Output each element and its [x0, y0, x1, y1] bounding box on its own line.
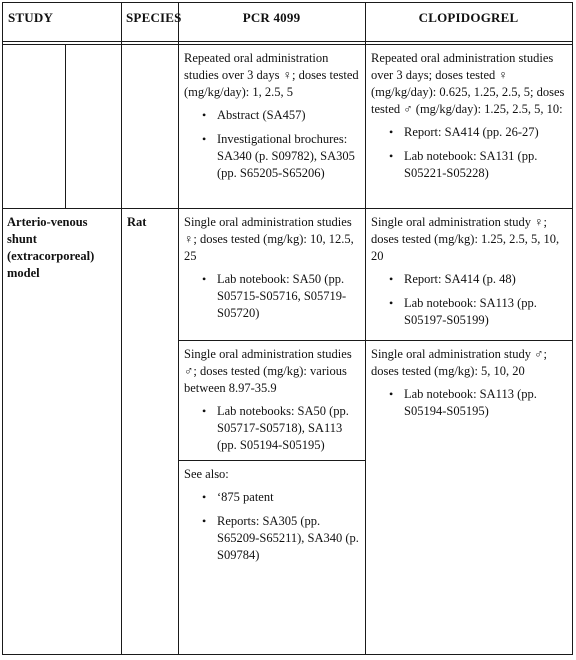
- row2a-clop-text: Single oral administration study ♀; doses tested (mg/kg): 1.25, 2.5, 5, 10, 20: [371, 215, 560, 263]
- rule-header-bottom-2: [2, 44, 573, 45]
- cell-row2-study: Arterio-venous shunt (extracorporeal) model: [7, 215, 95, 280]
- row1-pcr-text: Repeated oral administration studies over 3 days ♀; doses tested (mg/kg/day): 1, 2.5, 5: [184, 51, 359, 99]
- list-item: • Report: SA414 (p. 48): [371, 271, 568, 288]
- list-item: • ‘875 patent: [184, 489, 360, 506]
- list-item: • Reports: SA305 (pp. S65209-S65211), SA340 (p. S09784): [184, 513, 360, 564]
- row2b-clop-text: Single oral administration study ♂; doses tested (mg/kg): 5, 10, 20: [371, 347, 548, 378]
- rule-species-pcr: [178, 2, 179, 655]
- list-item: • Lab notebook: SA113 (pp. S05197-S05199): [371, 295, 568, 329]
- header-species: SPECIES: [126, 10, 182, 25]
- row2b-pcr-text: Single oral administration studies ♂; doses tested (mg/kg): various between 8.97-35.9: [184, 347, 352, 395]
- list-item: • Lab notebook: SA50 (pp. S05715-S05716, S05719-S05720): [184, 271, 360, 322]
- cell-row2c-pcr: [184, 466, 360, 571]
- list-item: • Lab notebook: SA113 (pp. S05194-S05195): [371, 386, 568, 420]
- cell-row2b-clopidogrel: [371, 346, 568, 427]
- row2a-pcr-text: Single oral administration studies ♀; doses tested (mg/kg): 10, 12.5, 25: [184, 215, 354, 263]
- rule-left: [2, 2, 3, 655]
- cell-row1-pcr: [184, 50, 360, 189]
- list-item: • Investigational brochures: SA340 (p. S09782), SA305 (pp. S65205-S65206): [184, 131, 360, 182]
- rule-bottom: [2, 654, 573, 655]
- rule-pcr-clop: [365, 2, 366, 655]
- cell-row2a-clopidogrel: [371, 214, 568, 336]
- cell-row2-species: Rat: [127, 215, 147, 229]
- rule-row2a-bottom: [178, 340, 573, 341]
- rule-header-bottom: [2, 41, 573, 42]
- rule-row1-bottom: [2, 208, 573, 209]
- list-item: • Lab notebooks: SA50 (pp. S05717-S05718), SA113 (pp. S05194-S05195): [184, 403, 360, 454]
- header-pcr: PCR 4099: [242, 10, 301, 25]
- row1-clop-text: Repeated oral administration studies over 3 days; doses tested ♀ (mg/kg/day): 0.625, 1.25, 2.5, 5; doses tested ♂ (mg/kg/day): 1.25, 2.5, 5, 10:: [371, 51, 565, 116]
- list-item: • Lab notebook: SA131 (pp. S05221-S05228): [371, 148, 568, 182]
- header-clopidogrel: CLOPIDOGREL: [418, 10, 519, 25]
- rule-study-inner: [65, 44, 66, 209]
- cell-row2b-pcr: [184, 346, 360, 461]
- cell-row2a-pcr: [184, 214, 360, 329]
- cell-row1-clopidogrel: [371, 50, 568, 189]
- header-study: STUDY: [8, 10, 54, 25]
- row2c-pcr-text: See also:: [184, 467, 229, 481]
- list-item: • Report: SA414 (pp. 26-27): [371, 124, 568, 141]
- rule-study-species: [121, 2, 122, 655]
- list-item: • Abstract (SA457): [184, 107, 360, 124]
- rule-top: [2, 2, 573, 3]
- rule-right: [572, 2, 573, 655]
